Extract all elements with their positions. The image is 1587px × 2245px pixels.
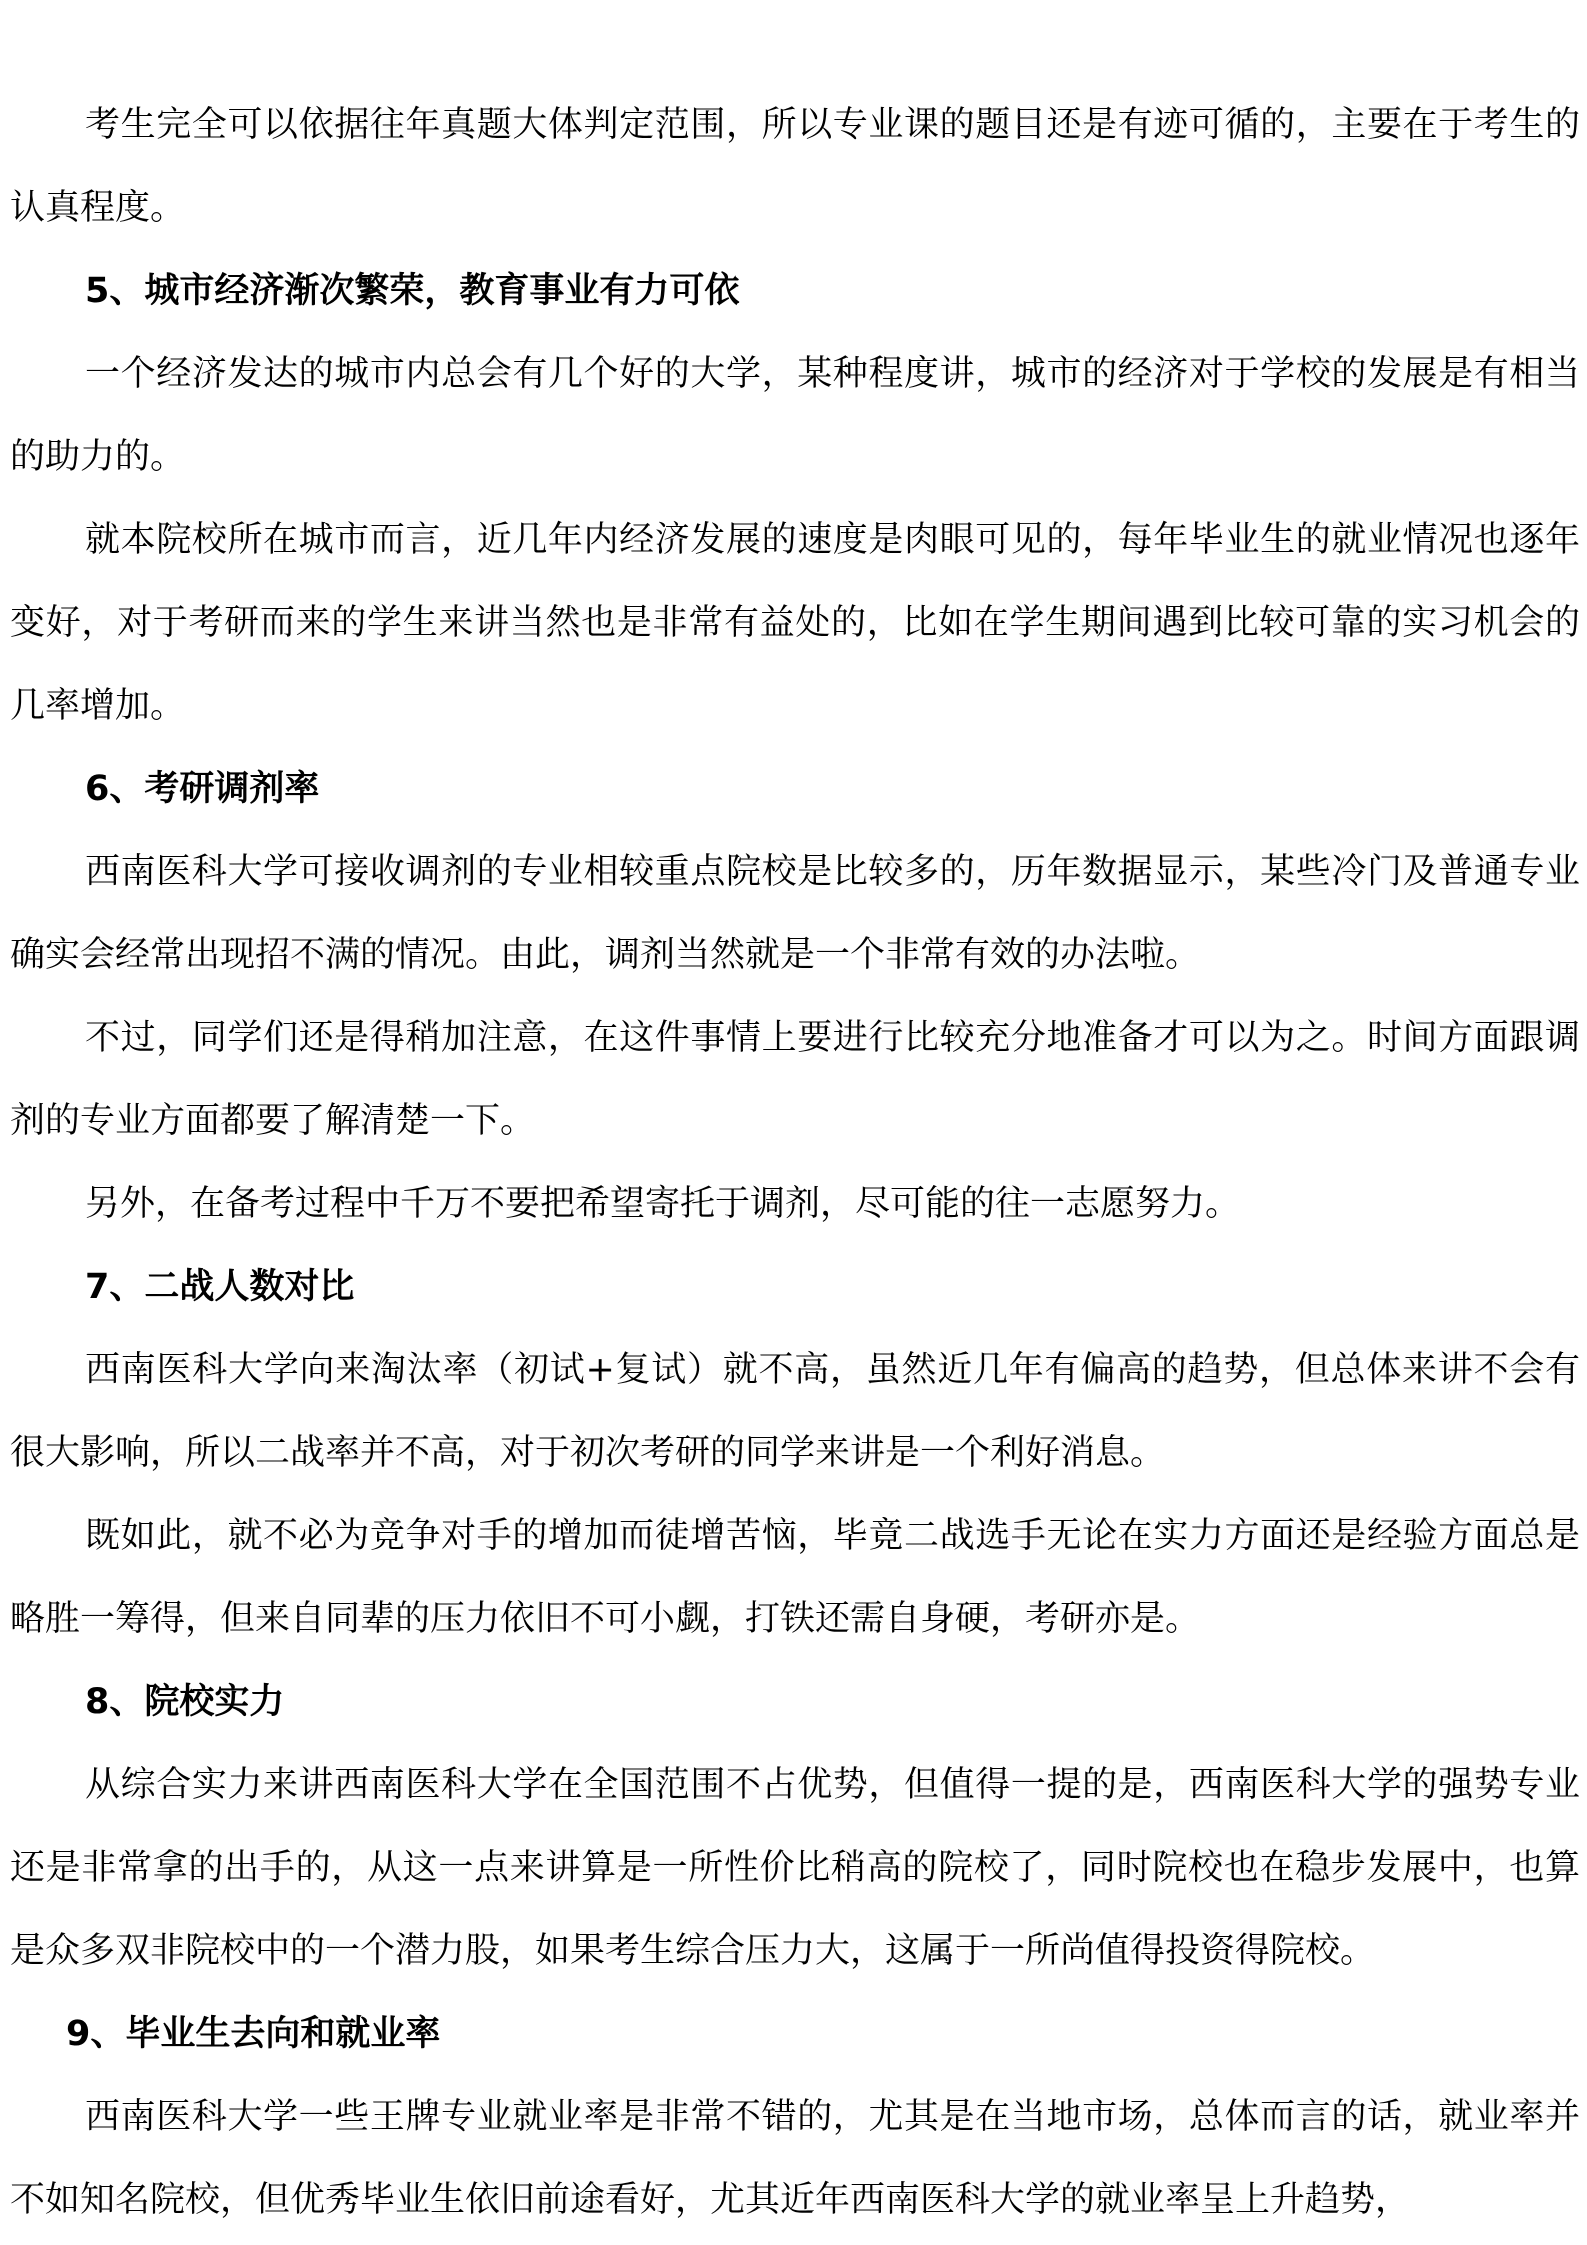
heading-school-strength: 8、院校实力 — [85, 1682, 285, 1722]
document-page — [10, 84, 1580, 2242]
paragraph-city-economy: 一个经济发达的城市内总会有几个好的大学，某种程度讲，城市的经济对于学校的发展是有相当的助力的。 — [10, 354, 1580, 477]
paragraph-exam-scope: 考生完全可以依据往年真题大体判定范围，所以专业课的题目还是有迹可循的，主要在于考生的认真程度。 — [10, 105, 1580, 228]
paragraph-employment: 西南医科大学一些王牌专业就业率是非常不错的，尤其是在当地市场，总体而言的话，就业率并不如知名院校，但优秀毕业生依旧前途看好，尤其近年西南医科大学的就业率呈上升趋势， — [10, 2097, 1580, 2220]
paragraph-adjustment-caution: 不过，同学们还是得稍加注意，在这件事情上要进行比较充分地准备才可以为之。时间方面跟调剂的专业方面都要了解清楚一下。 — [10, 1018, 1580, 1141]
heading-adjustment-rate: 6、考研调剂率 — [85, 769, 320, 809]
heading-second-attempt: 7、二战人数对比 — [85, 1267, 355, 1307]
paragraph-adjustment-majors: 西南医科大学可接收调剂的专业相较重点院校是比较多的，历年数据显示，某些冷门及普通专业确实会经常出现招不满的情况。由此，调剂当然就是一个非常有效的办法啦。 — [10, 852, 1580, 975]
paragraph-elimination-rate: 西南医科大学向来淘汰率（初试+复试）就不高，虽然近几年有偏高的趋势，但总体来讲不会有很大影响，所以二战率并不高，对于初次考研的同学来讲是一个利好消息。 — [10, 1350, 1580, 1473]
paragraph-local-development: 就本院校所在城市而言，近几年内经济发展的速度是肉眼可见的，每年毕业生的就业情况也逐年变好，对于考研而来的学生来讲当然也是非常有益处的，比如在学生期间遇到比较可靠的实习机会的几率增加。 — [10, 520, 1580, 726]
paragraph-peer-pressure: 既如此，就不必为竞争对手的增加而徒增苦恼，毕竟二战选手无论在实力方面还是经验方面总是略胜一筹得，但来自同辈的压力依旧不可小觑，打铁还需自身硬，考研亦是。 — [10, 1516, 1580, 1639]
paragraph-first-choice: 另外，在备考过程中千万不要把希望寄托于调剂，尽可能的往一志愿努力。 — [85, 1184, 1241, 1224]
heading-employment: 9、毕业生去向和就业率 — [66, 2014, 441, 2054]
heading-city-economy: 5、城市经济渐次繁荣，教育事业有力可依 — [85, 271, 740, 311]
paragraph-school-strength: 从综合实力来讲西南医科大学在全国范围不占优势，但值得一提的是，西南医科大学的强势专业还是非常拿的出手的，从这一点来讲算是一所性价比稍高的院校了，同时院校也在稳步发展中，也算是众多双非院校中的一个潜力股，如果考生综合压力大，这属于一所尚值得投资得院校。 — [10, 1765, 1580, 1971]
